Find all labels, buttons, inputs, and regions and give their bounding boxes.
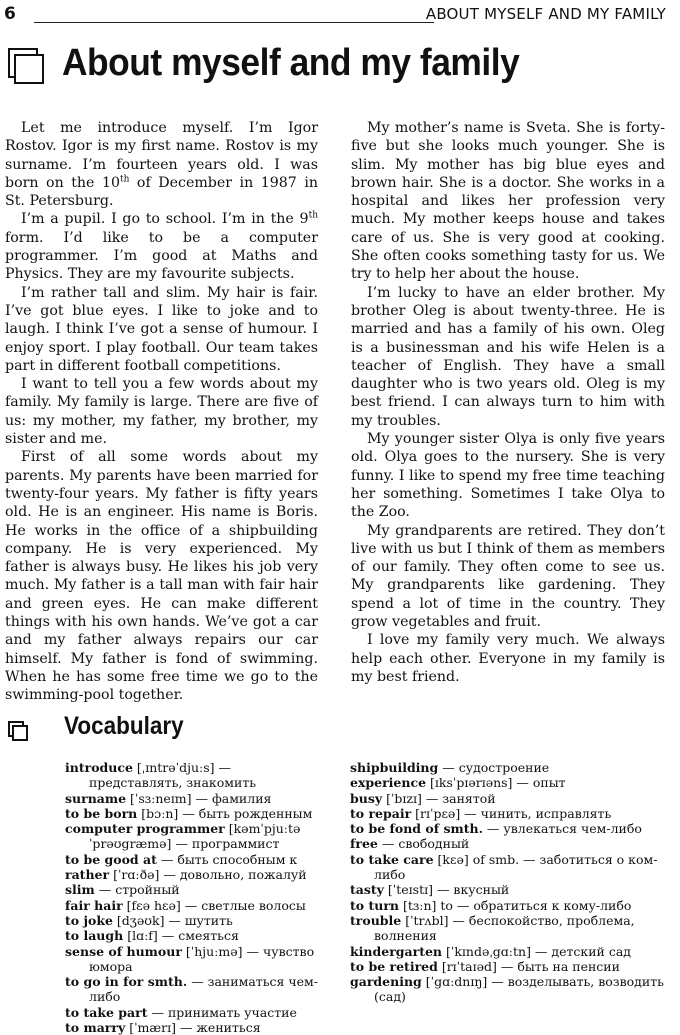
vocabulary-entry bbox=[350, 959, 664, 974]
paragraph: I’m lucky to have an elder brother. My brother Oleg is about twenty-three. He is married and has a family of his own. Oleg is a businessman and his wife Helen is a teacher of English. They have a small daughter who is two years old. Oleg is my best friend. I can always turn to him with my troubles. bbox=[351, 284, 665, 429]
vocabulary-word: to be retired bbox=[350, 958, 438, 974]
vocabulary-word: gardening bbox=[350, 974, 422, 990]
paragraph: First of all some words about my parents. My parents have been married for twenty-four years. My father is fifty years old. He is an engineer. His name is Boris. He works in the office of a shipbuilding company. He is very experienced. My father is always busy. He likes his job very much. My father is a tall man with fair hair and green eyes. He can make different things with his own hands. We’ve got a car and my father always repairs our car himself. My father is fond of swimming. When he has some free time we go to the swimming-pool together. bbox=[5, 449, 318, 704]
vocabulary-word: tasty bbox=[350, 882, 384, 898]
vocabulary-word: surname bbox=[65, 790, 127, 806]
paragraph: Let me introduce myself. I’m Igor Rostov. Igor is my first name. Rostov is my surname. I’m fourteen years old. I was born on the 10th of December in 1987 in St. Petersburg. bbox=[5, 120, 319, 210]
vocabulary-definition: [tɜːn] to — обратиться к кому-либо bbox=[399, 897, 632, 913]
vocabulary-word: to take care bbox=[350, 851, 434, 867]
vocabulary-entry bbox=[65, 944, 323, 975]
vocabulary-word: to repair bbox=[350, 805, 412, 821]
vocabulary-word: to turn bbox=[350, 897, 399, 913]
vocabulary-definition: [ˈmærɪ] — жениться bbox=[125, 1020, 261, 1035]
paragraph: I love my family very much. We always help each other. Everyone in my family is my best friend. bbox=[351, 632, 665, 685]
vocabulary-definition: — принимать участие bbox=[147, 1004, 297, 1020]
vocabulary-word: free bbox=[350, 836, 378, 852]
vocabulary-definition: [ˈteɪstɪ] — вкусный bbox=[383, 882, 510, 898]
paragraph: I’m rather tall and slim. My hair is fair. I’ve got blue eyes. I like to joke and to laugh. I think I’ve got a sense of humour. I enjoy sport. I play football. Our team takes part in different football competitions. bbox=[5, 284, 318, 374]
text-column-right bbox=[351, 119, 665, 686]
vocabulary-entry bbox=[65, 791, 323, 806]
vocabulary-definition: [rɪˈtaɪəd] — быть на пенсии bbox=[437, 958, 620, 974]
vocabulary-definition: — судостроение bbox=[438, 760, 550, 775]
vocabulary-word: busy bbox=[350, 790, 383, 806]
vocabulary-word: to be good at bbox=[65, 851, 157, 867]
paragraph: My younger sister Olya is only five years old. Olya goes to the nursery. She is very funny. I like to spend my free time teaching her something. Sometimes I take Olya to the Zoo. bbox=[351, 431, 665, 521]
vocabulary-column-left bbox=[65, 760, 323, 1035]
vocabulary-definition: [rɪˈpɛə] — чинить, исправлять bbox=[411, 805, 612, 821]
vocabulary-definition: [kɛə] of smb. — заботиться о ком-либо bbox=[374, 851, 658, 883]
vocabulary-entry bbox=[65, 974, 323, 1005]
vocabulary-entry bbox=[65, 928, 323, 943]
paragraph: My mother’s name is Sveta. She is forty-five but she looks much younger. She is slim. My mother has big blue eyes and brown hair. She is a doctor. She works in a hospital and likes her profession very much. My mother keeps house and takes care of us. She is very good at cooking. She often cooks something tasty for us. We try to help her about the house. bbox=[351, 120, 665, 283]
vocabulary-word: shipbuilding bbox=[350, 760, 439, 775]
vocabulary-word: slim bbox=[65, 882, 95, 898]
vocabulary-definition: [fɛə hɛə] — светлые волосы bbox=[122, 897, 306, 913]
vocabulary-entry bbox=[350, 882, 664, 897]
vocabulary-entry bbox=[350, 913, 664, 944]
vocabulary-definition: [ˈbɪzɪ] — занятой bbox=[382, 790, 496, 806]
vocabulary-entry bbox=[350, 974, 664, 1005]
vocabulary-entry bbox=[65, 898, 323, 913]
vocabulary-word: to joke bbox=[65, 912, 113, 928]
vocabulary-definition: [ˈsɜːneɪm] — фамилия bbox=[126, 790, 272, 806]
page-title: About myself and my family bbox=[62, 42, 520, 84]
vocabulary-word: trouble bbox=[350, 912, 402, 928]
paragraph: My grandparents are retired. They don’t live with us but I think of them as members of our family. They often come to see us. My grandparents like gardening. They spend a lot of time in the country. They grow vegetables and fruit. bbox=[351, 522, 665, 631]
vocabulary-word: to marry bbox=[65, 1020, 126, 1035]
vocabulary-definition: [ˈtrʌbl] — беспокойство, проблема, волнения bbox=[374, 912, 635, 944]
vocabulary-definition: — быть способным к bbox=[156, 851, 298, 867]
vocabulary-heading: Vocabulary bbox=[64, 712, 184, 740]
vocabulary-entry bbox=[65, 867, 323, 882]
vocabulary-definition: — увлекаться чем-либо bbox=[482, 821, 642, 837]
vocabulary-word: introduce bbox=[65, 760, 133, 775]
running-header bbox=[4, 4, 666, 26]
vocabulary-entry bbox=[65, 882, 323, 897]
vocabulary-definition: [ˈgɑːdnɪŋ] — возделывать, возводить (сад) bbox=[374, 974, 664, 1005]
vocabulary-entry bbox=[350, 791, 664, 806]
paragraph: I’m a pupil. I go to school. I’m in the 9th form. I’d like to be a computer programmer. I’m good at Maths and Physics. They are my favourite subjects. bbox=[5, 210, 318, 283]
vocabulary-word: kindergarten bbox=[350, 943, 443, 959]
vocabulary-definition: [ˌɪntrəˈdjuːs] — представлять, знакомить bbox=[89, 760, 257, 791]
vocabulary-definition: [ˈkɪndəˌgɑːtn] — детский сад bbox=[442, 943, 631, 959]
text-column-left bbox=[5, 119, 318, 705]
vocabulary-entry bbox=[350, 898, 664, 913]
vocabulary-entry bbox=[350, 836, 664, 851]
vocabulary-entry bbox=[350, 821, 664, 836]
vocabulary-entry bbox=[65, 913, 323, 928]
vocabulary-entry bbox=[350, 760, 664, 775]
vocabulary-definition: — заниматься чем-либо bbox=[89, 974, 318, 1005]
vocabulary-definition: [ɪksˈpɪərɪəns] — опыт bbox=[426, 775, 566, 791]
vocabulary-word: to laugh bbox=[65, 928, 124, 944]
vocabulary-definition: [dʒəʊk] — шутить bbox=[112, 912, 233, 928]
vocabulary-entry bbox=[350, 775, 664, 790]
vocabulary-word: to be fond of smth. bbox=[350, 821, 483, 837]
vocabulary-word: sense of humour bbox=[65, 943, 182, 959]
vocabulary-entry bbox=[350, 806, 664, 821]
header-rule bbox=[34, 22, 434, 23]
vocabulary-column-right bbox=[350, 760, 664, 1005]
paragraph: I want to tell you a few words about my family. My family is large. There are five of us: my mother, my father, my brother, my sister and me. bbox=[5, 376, 318, 448]
vocabulary-word: computer programmer bbox=[65, 821, 225, 837]
vocabulary-entry bbox=[65, 1020, 323, 1035]
vocabulary-word: to take part bbox=[65, 1004, 148, 1020]
vocabulary-definition: [ˈhjuːmə] — чувство юмора bbox=[89, 943, 315, 974]
vocabulary-definition: — свободный bbox=[377, 836, 470, 852]
vocabulary-definition: — стройный bbox=[94, 882, 180, 898]
vocabulary-definition: [bɔːn] — быть рожденным bbox=[137, 805, 313, 821]
vocabulary-entry bbox=[65, 852, 323, 867]
vocabulary-entry bbox=[350, 852, 664, 883]
vocabulary-entry bbox=[65, 821, 323, 852]
vocabulary-entry bbox=[350, 944, 664, 959]
running-title: ABOUT MYSELF AND MY FAMILY bbox=[425, 5, 666, 23]
vocabulary-entry bbox=[65, 806, 323, 821]
vocabulary-word: experience bbox=[350, 775, 427, 791]
vocabulary-word: to go in for smth. bbox=[65, 974, 188, 990]
page-number: 6 bbox=[4, 4, 16, 24]
vocabulary-entry bbox=[65, 1005, 323, 1020]
vocabulary-entry bbox=[65, 760, 323, 791]
vocabulary-word: rather bbox=[65, 867, 110, 883]
vocabulary-word: to be born bbox=[65, 805, 138, 821]
vocabulary-word: fair hair bbox=[65, 897, 123, 913]
vocabulary-definition: [ˈrɑːðə] — довольно, пожалуй bbox=[109, 867, 307, 883]
vocabulary-definition: [lɑːf] — смеяться bbox=[123, 928, 239, 944]
vocabulary-definition: [kəmˈpjuːtə ˈprəʊgræmə] — программист bbox=[89, 821, 301, 852]
